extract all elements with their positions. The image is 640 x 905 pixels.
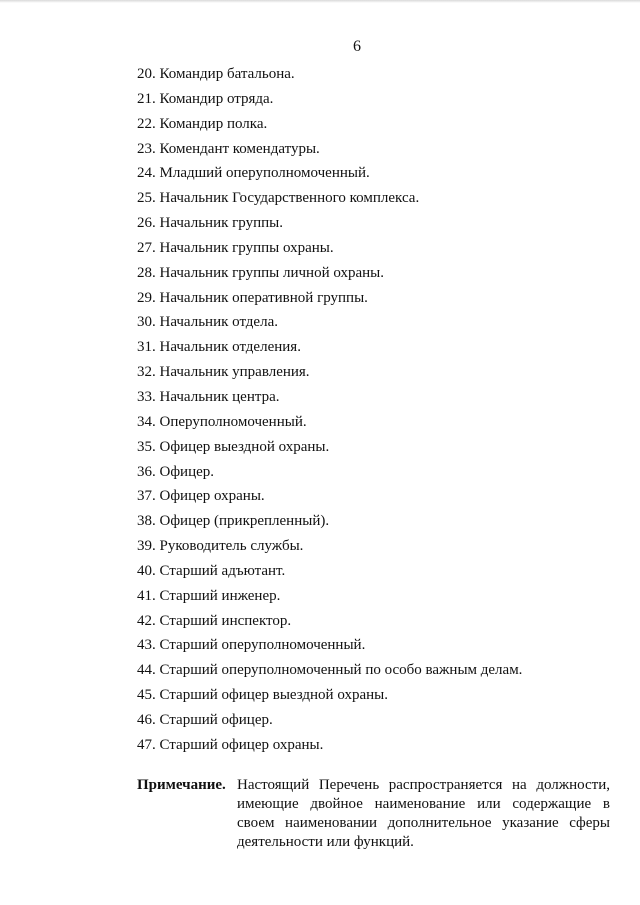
list-item: 27. Начальник группы охраны. (137, 239, 334, 256)
page-number: 6 (353, 38, 361, 55)
list-item: 39. Руководитель службы. (137, 538, 304, 555)
list-item: 33. Начальник центра. (137, 388, 280, 405)
list-item: 44. Старший оперуполномоченный по особо важным делам. (137, 662, 523, 679)
list-item: 20. Командир батальона. (137, 66, 295, 82)
list-item: 47. Старший офицер охраны. (137, 736, 324, 753)
list-item: 25. Начальник Государственного комплекса. (137, 190, 420, 207)
list-item: 30. Начальник отдела. (137, 314, 278, 331)
list-item: 28. Начальник группы личной охраны. (137, 264, 384, 281)
list-item: 38. Офицер (прикрепленный). (137, 513, 330, 530)
list-item: 32. Начальник управления. (137, 364, 310, 381)
list-item: 21. Командир отряда. (137, 90, 274, 107)
list-item: 41. Старший инженер. (137, 587, 281, 604)
scan-edge (0, 0, 640, 3)
list-item: 24. Младший оперуполномоченный. (137, 165, 370, 182)
note-label: Примечание. (137, 777, 226, 793)
list-item: 31. Начальник отделения. (137, 339, 301, 356)
list-item: 46. Старший офицер. (137, 711, 273, 728)
list-item: 43. Старший оперуполномоченный. (137, 637, 366, 654)
list-item: 23. Комендант комендатуры. (137, 140, 320, 157)
list-item: 36. Офицер. (137, 463, 215, 480)
list-item: 29. Начальник оперативной группы. (137, 289, 368, 306)
list-item: 22. Командир полка. (137, 115, 268, 132)
note-text: Настоящий Перечень распространяется на должности, имеющие двойное наименование или содержащие в своем наименовании дополнительное указание сферы деятельности или функций. (237, 777, 610, 850)
list-item: 45. Старший офицер выездной охраны. (137, 687, 388, 704)
list-item: 34. Оперуполномоченный. (137, 413, 307, 430)
position-list (137, 62, 597, 758)
list-item: 37. Офицер охраны. (137, 488, 265, 505)
list-item: 35. Офицер выездной охраны. (137, 438, 330, 455)
note (137, 776, 610, 852)
list-item: 42. Старший инспектор. (137, 612, 292, 629)
list-item: 26. Начальник группы. (137, 215, 283, 232)
list-item: 40. Старший адъютант. (137, 562, 286, 579)
